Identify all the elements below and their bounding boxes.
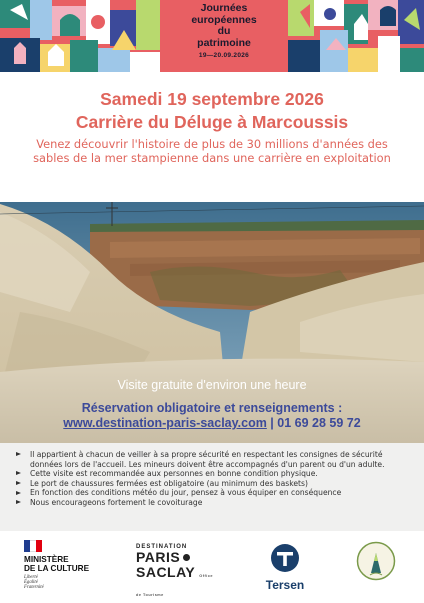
banner-dates: 19—20.09.2026 [198,52,250,59]
banner-title-line: Journées [200,2,248,14]
banner-title-line: patrimoine [197,36,251,49]
banner-title-box [160,2,288,68]
destination-paris-saclay-logo [136,544,218,603]
reservation-info: Réservation obligatoire et renseignements : [81,401,343,415]
tersen-logo [256,543,314,592]
french-flag-icon [24,540,42,552]
guidelines-list [14,450,414,508]
motto-line: Fraternité [24,585,44,591]
list-item: Le port de chaussures fermées est obligatoire (au minimum des baskets) [14,479,414,489]
ministere-name [24,555,104,573]
banner-title [160,3,288,49]
banner-title-line: du [217,25,231,37]
list-item: Cette visite est recommandée aux personnes en bonne condition physique. [14,469,414,479]
event-location: Carrière du Déluge à Marcoussis [75,112,349,132]
list-item: Il appartient à chacun de veiller à sa propre sécurité en respectant les consignes de sécurité données lors de l'accueil. Les mineurs doivent être accompagnés d'un parent ou d'un adulte. [14,450,414,469]
list-item: Nous encourageons fortement le covoiturage [14,498,414,508]
visit-info: Visite gratuite d'environ une heure [117,378,307,392]
ministere-line: MINISTÈRE [24,555,69,564]
dps-saclay: SACLAY [136,564,196,580]
tersen-emblem-icon [270,543,300,573]
dps-paris: PARIS [136,549,181,565]
tersen-name: Tersen [265,578,305,592]
geo-essonne-logo [356,541,396,581]
event-date: Samedi 19 septembre 2026 [100,89,324,109]
contact-line [0,416,424,430]
dps-line1 [136,550,218,565]
website-link[interactable]: www.destination-paris-saclay.com [63,416,267,430]
partner-logos [0,531,424,600]
event-heading [0,88,424,165]
geo-emblem-icon [356,541,396,581]
ministere-line: DE LA CULTURE [24,564,90,573]
banner-title-line: européennes [191,13,257,26]
list-item: En fonction des conditions météo du jour, pensez à vous équiper en conséquence [14,488,414,498]
contact-separator: | [266,416,278,430]
event-intro: Venez découvrir l'histoire de plus de 30 millions d'années des sables de la mer stampienne dans une carrière en exploitation [33,137,391,165]
event-banner [0,0,424,72]
motto-line: Liberté [24,575,38,580]
quarry-photo [0,202,424,443]
guidelines-section [0,443,424,531]
dps-dot-icon [183,554,190,561]
phone-number[interactable]: 01 69 28 59 72 [277,416,361,430]
dps-small-label: DESTINATION [136,544,188,550]
ministere-culture-logo [24,540,104,591]
ministere-motto [24,575,104,591]
motto-line: Égalité [24,580,38,586]
dps-tagline: Office de Tourisme [136,574,214,597]
dps-line2 [136,565,218,603]
